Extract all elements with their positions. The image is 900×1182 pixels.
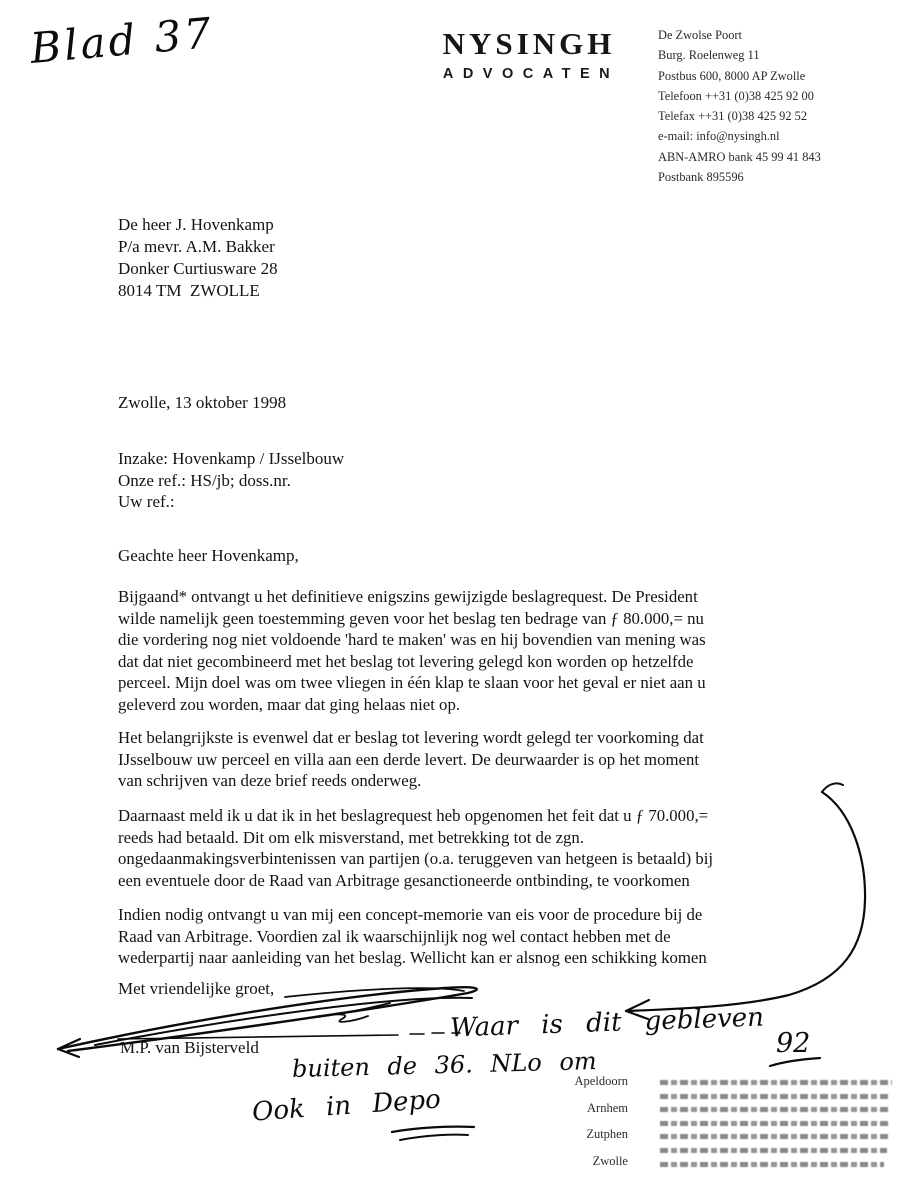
contact-line: Telefax ++31 (0)38 425 92 52 [658,109,808,124]
contact-line: Burg. Roelenweg 11 [658,48,760,63]
firm-name: NYSINGH [442,26,616,61]
body-line: een eventuele door de Raad van Arbitrage gesanctioneerde ontbinding, te voorkomen [118,870,690,890]
fine-print-block [660,1080,892,1175]
body-line: Daarnaast meld ik u dat ik in het beslagrequest heb opgenomen het feit dat u ƒ 70.000,= [118,806,709,825]
handwritten-page-label: Blad 37 [28,8,216,73]
recipient-line: De heer J. Hovenkamp [118,215,274,234]
footer-city: Zwolle [592,1153,628,1168]
contact-line: De Zwolse Poort [658,28,742,42]
paragraph-2 [118,727,704,792]
reference-block [118,448,344,513]
fine-print-line [660,1121,889,1126]
contact-line: e-mail: info@nysingh.nl [658,129,780,144]
contact-line: Postbus 600, 8000 AP Zwolle [658,68,806,83]
body-line: geleverd zou worden, maar dat ging helaas niet op. [118,694,461,714]
contact-line: Telefoon ++31 (0)38 425 92 00 [658,88,814,103]
recipient-address-block [118,214,278,302]
body-line: die vordering nog niet voldoende 'hard te maken' was en hij bovendien van mening was [118,630,706,650]
letterhead-contact-block [658,25,821,187]
fine-print-line [660,1162,884,1167]
body-line: ongedaanmakingsverbintenissen van partijen (o.a. teruggeven van hetgeen is betaald) bij [118,849,714,869]
handwritten-note-ook-prefix: Ook in [251,1089,374,1128]
firm-logo [436,26,622,82]
recipient-line: P/a mevr. A.M. Bakker [118,237,275,256]
footer-city: Zutphen [586,1127,628,1141]
paragraph-3 [118,805,713,891]
body-line: Raad van Arbitrage. Voordien zal ik waarschijnlijk nog wel contact hebben met de [118,926,671,946]
salutation: Geachte heer Hovenkamp, [118,546,299,565]
re-line: Inzake: Hovenkamp / IJsselbouw [118,449,345,468]
handwritten-note-ook [251,1084,441,1127]
fine-print-line [660,1134,890,1139]
body-line: IJsselbouw uw perceel en villa aan een derde levert. De deurwaarder is op het moment [118,749,700,769]
fine-print-line [660,1107,891,1112]
handwritten-note-buiten: buiten de 36. NLo om [291,1047,597,1083]
underline-depo-2 [400,1135,468,1140]
our-ref-line: Onze ref.: HS/jb; doss.nr. [118,470,291,490]
underline-number [770,1058,820,1066]
contact-line: ABN-AMRO bank 45 99 41 843 [658,149,821,164]
paragraph-4 [118,904,707,969]
body-line: Indien nodig ontvangt u van mij een concept-memorie van eis voor de procedure bij de [118,905,703,924]
contact-line: Postbank 895596 [658,170,744,185]
signature-arrowhead [58,1039,80,1057]
handwritten-note-ook-word: Depo [371,1084,442,1120]
fine-print-line [660,1094,888,1099]
body-line: Bijgaand* ontvangt u het definitieve enigszins gewijzigde beslagrequest. De President [118,587,698,606]
body-line: wederpartij naar aanleiding van het beslag. Wellicht kan er alsnog een schikking komen [118,948,707,968]
fine-print-line [660,1080,892,1085]
dateline: Zwolle, 13 oktober 1998 [118,393,287,412]
body-line: van schrijven van deze brief reeds onderweg. [118,771,422,791]
body-line: reeds had betaald. Dit om elk misverstand, met betrekking tot de zgn. [118,827,585,847]
footer-city: Arnhem [587,1100,628,1115]
paragraph-1 [118,586,706,716]
body-line: wilde namelijk geen toestemming geven voor het beslag ten bedrage van ƒ 80.000,= nu [118,608,704,628]
closing-line: Met vriendelijke groet, [118,979,275,998]
handwritten-note-waar: Waar is dit gebleven [449,1002,765,1044]
footer-offices-list [552,1068,628,1174]
body-line: perceel. Mijn doel was om twee vliegen in één klap te slaan voor het geval er niet aan u [118,673,706,693]
fine-print-line [660,1148,887,1153]
footer-city: Apeldoorn [574,1074,628,1088]
handwritten-note-number: 92 [776,1028,811,1059]
underline-depo-1 [392,1127,474,1132]
your-ref-line: Uw ref.: [118,492,175,511]
recipient-line: Donker Curtiusware 28 [118,259,278,278]
body-line: Het belangrijkste is evenwel dat er beslag tot levering wordt gelegd ter voorkoming dat [118,728,704,747]
recipient-line: 8014 TM ZWOLLE [118,281,260,300]
signer-name: M.P. van Bijsterveld [120,1038,259,1057]
body-line: dat dat niet gecombineerd met het beslag tot levering gelegd kon worden op hetzelfde [118,651,694,671]
firm-subtitle: ADVOCATEN [442,66,620,82]
